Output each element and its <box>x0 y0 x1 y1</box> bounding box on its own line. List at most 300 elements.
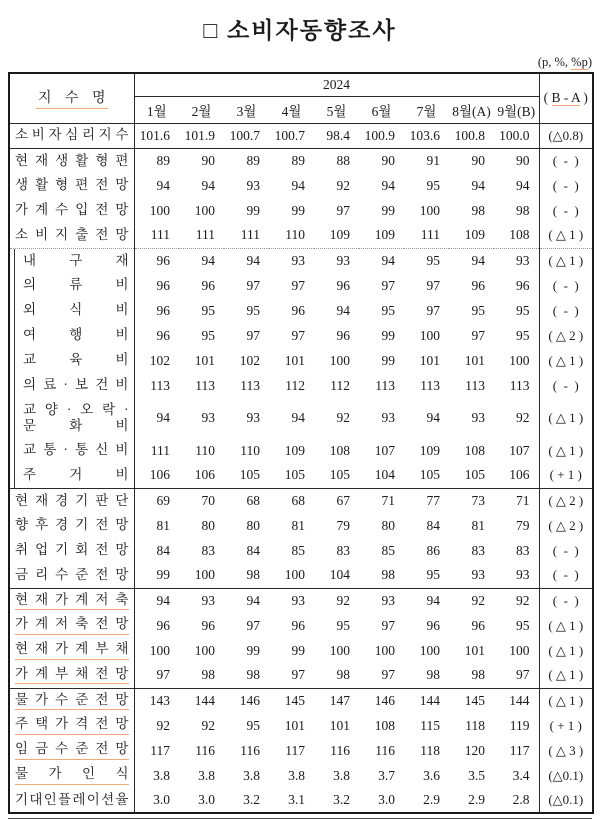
cell-value: 93 <box>359 588 404 613</box>
cell-value: 97 <box>426 302 440 318</box>
cell-value: 100 <box>149 642 170 658</box>
cell-value: 94 <box>291 177 305 193</box>
cell-diff-value: ( △ 3 ) <box>539 738 593 763</box>
header-month: 2월 <box>191 103 212 119</box>
cell-value: 100 <box>509 352 530 368</box>
unit-note-post: ) <box>587 55 592 69</box>
cell-value: 98 <box>336 667 350 683</box>
cell-value: 99 <box>381 352 395 368</box>
cell-value: 104 <box>329 567 350 583</box>
cell-value: 3.6 <box>423 767 440 783</box>
cell-value: 100 <box>149 202 170 218</box>
cell-value: 96 <box>156 617 170 633</box>
cell-value: 105 <box>329 467 350 483</box>
cell-diff-value: ( △ 1 ) <box>539 248 593 273</box>
cell-value: 71 <box>494 488 539 513</box>
cell-value: 3.8 <box>153 767 170 783</box>
header-month: 7월 <box>416 103 437 119</box>
cell-value: 113 <box>195 377 215 393</box>
cell-value: 99 <box>246 202 260 218</box>
cell-value: 115 <box>420 717 440 733</box>
cell-value: 96 <box>156 327 170 343</box>
cell-value: 104 <box>374 467 395 483</box>
cell-diff-value: ( △ 1 ) <box>539 663 593 688</box>
row-label: 여 행 비 <box>9 323 134 348</box>
cell-value: 81 <box>156 517 170 533</box>
cell-value: 108 <box>509 227 530 243</box>
cell-value: 97 <box>246 327 260 343</box>
cell-value: 105 <box>284 467 305 483</box>
cell-value: 111 <box>420 227 440 243</box>
cell-value: 108 <box>329 442 350 458</box>
cell-diff-value: ( △ 2 ) <box>539 323 593 348</box>
table-row <box>9 488 593 513</box>
cell-value: 101 <box>284 717 305 733</box>
table-row <box>9 298 593 323</box>
cell-value: 85 <box>291 542 305 558</box>
cell-diff-value: ( △ 1 ) <box>539 638 593 663</box>
row-label: 향 후 경 기 전 망 <box>9 513 134 538</box>
cell-value: 83 <box>471 542 485 558</box>
cell-value: 106 <box>194 467 215 483</box>
row-label: 내 구 재 <box>9 248 134 273</box>
cell-value: 94 <box>201 177 215 193</box>
cell-diff-value: ( △ 1 ) <box>539 223 593 248</box>
cell-value: 83 <box>201 542 215 558</box>
row-label: 가 계 수 입 전 망 <box>9 198 134 223</box>
cell-value: 99 <box>291 202 305 218</box>
header-index-name: 지 수 명 <box>9 73 134 123</box>
cell-value: 97 <box>381 667 395 683</box>
cell-value: 97 <box>381 617 395 633</box>
table-row <box>9 788 593 813</box>
row-label: 기 대 인 플 레 이 션 율 <box>9 788 134 813</box>
cell-value: 100.7 <box>269 123 314 148</box>
cell-value: 101 <box>329 717 350 733</box>
cell-value: 96 <box>156 302 170 318</box>
cell-value: 95 <box>336 617 350 633</box>
cell-value: 92 <box>156 717 170 733</box>
cell-value: 94 <box>179 248 224 273</box>
cell-value: 85 <box>381 542 395 558</box>
row-label: 현 재 가 계 저 축 <box>9 588 134 613</box>
cell-value: 103.6 <box>404 123 449 148</box>
cell-value: 101 <box>464 352 485 368</box>
table-row <box>9 273 593 298</box>
cell-value: 95 <box>516 327 530 343</box>
cell-value: 96 <box>291 302 305 318</box>
cell-value: 95 <box>516 617 530 633</box>
cell-value: 88 <box>314 148 359 173</box>
cell-value: 94 <box>156 177 170 193</box>
cell-value: 100.0 <box>494 123 539 148</box>
cell-value: 98 <box>426 667 440 683</box>
cell-value: 94 <box>291 410 305 425</box>
unit-note-pre: (p, %, <box>537 55 572 69</box>
row-label: 임 금 수 준 전 망 <box>9 738 134 763</box>
cell-value: 94 <box>134 588 179 613</box>
cell-value: 77 <box>404 488 449 513</box>
cell-value: 96 <box>201 617 215 633</box>
cell-value: 118 <box>465 717 485 733</box>
row-label: 취 업 기 회 전 망 <box>9 538 134 563</box>
table-row <box>9 148 593 173</box>
cell-value: 90 <box>449 148 494 173</box>
cell-value: 99 <box>156 567 170 583</box>
cell-value: 3.8 <box>288 767 305 783</box>
cell-value: 100 <box>419 327 440 343</box>
cell-value: 93 <box>516 567 530 583</box>
cell-value: 99 <box>381 202 395 218</box>
cell-value: 90 <box>179 148 224 173</box>
unit-note <box>8 55 592 70</box>
row-label: 교 육 비 <box>9 348 134 373</box>
row-label: 소 비 지 출 전 망 <box>9 223 134 248</box>
row-label: 물 가 인 식 <box>9 763 134 788</box>
cell-value: 3.5 <box>468 767 485 783</box>
table-row <box>9 173 593 198</box>
cell-value: 2.9 <box>468 792 485 807</box>
table-header <box>9 73 593 123</box>
cell-value: 92 <box>449 588 494 613</box>
cell-value: 96 <box>291 617 305 633</box>
cell-value: 97 <box>291 327 305 343</box>
cell-value: 100 <box>329 642 350 658</box>
cell-value: 147 <box>314 688 359 713</box>
cell-value: 94 <box>156 410 170 425</box>
cell-value: 101 <box>419 352 440 368</box>
cell-value: 113 <box>375 377 395 393</box>
cell-value: 101 <box>464 642 485 658</box>
table-row <box>9 323 593 348</box>
cell-value: 95 <box>246 302 260 318</box>
cell-value: 98 <box>246 667 260 683</box>
cell-value: 70 <box>179 488 224 513</box>
cell-value: 94 <box>471 177 485 193</box>
cell-value: 94 <box>359 248 404 273</box>
cell-value: 84 <box>246 542 260 558</box>
cell-value: 92 <box>494 588 539 613</box>
row-label: 교 통 · 통 신 비 <box>9 438 134 463</box>
table-row <box>9 438 593 463</box>
cell-value: 100 <box>194 642 215 658</box>
cell-value: 98 <box>201 667 215 683</box>
cell-value: 97 <box>246 617 260 633</box>
unit-note-underlined: %p <box>571 55 588 69</box>
cell-value: 94 <box>224 588 269 613</box>
cell-value: 108 <box>374 717 395 733</box>
cell-value: 71 <box>359 488 404 513</box>
cell-value: 95 <box>426 567 440 583</box>
cell-diff-value: ( - ) <box>539 173 593 198</box>
header-month: 1월 <box>146 103 167 119</box>
cell-value: 100 <box>374 642 395 658</box>
cell-value: 84 <box>426 517 440 533</box>
table-row <box>9 613 593 638</box>
cell-value: 94 <box>404 588 449 613</box>
cell-value: 99 <box>246 642 260 658</box>
cell-value: 113 <box>150 377 170 393</box>
table-row <box>9 198 593 223</box>
cell-value: 108 <box>464 442 485 458</box>
cell-value: 96 <box>426 617 440 633</box>
cell-value: 94 <box>426 410 440 425</box>
row-label: 주 거 비 <box>9 463 134 488</box>
cell-value: 89 <box>224 148 269 173</box>
table-row <box>9 348 593 373</box>
row-label: 생 활 형 편 전 망 <box>9 173 134 198</box>
cell-value: 92 <box>336 410 350 425</box>
header-month: 6월 <box>371 103 392 119</box>
cell-value: 67 <box>314 488 359 513</box>
cell-value: 96 <box>336 327 350 343</box>
table-body <box>9 123 593 813</box>
cell-value: 102 <box>149 352 170 368</box>
cell-value: 98 <box>516 202 530 218</box>
cell-value: 105 <box>464 467 485 483</box>
cell-value: 93 <box>246 410 260 425</box>
cell-value: 96 <box>516 277 530 293</box>
cell-value: 95 <box>201 327 215 343</box>
row-label: 물 가 수 준 전 망 <box>9 688 134 713</box>
page-title: □ 소비자동향조사 <box>203 18 397 43</box>
cell-value: 68 <box>269 488 314 513</box>
cell-value: 146 <box>224 688 269 713</box>
cell-value: 100 <box>284 567 305 583</box>
cell-value: 117 <box>285 742 305 758</box>
table-row <box>9 663 593 688</box>
cell-value: 95 <box>381 302 395 318</box>
cell-diff-value: ( + 1 ) <box>539 713 593 738</box>
cell-value: 69 <box>134 488 179 513</box>
cell-value: 109 <box>464 227 485 243</box>
cell-diff-value: (△0.1) <box>539 788 593 813</box>
cell-diff-value: ( - ) <box>539 588 593 613</box>
cell-value: 98 <box>471 667 485 683</box>
table-row <box>9 373 593 398</box>
cell-value: 109 <box>374 227 395 243</box>
cell-value: 80 <box>246 517 260 533</box>
cell-value: 94 <box>381 177 395 193</box>
cell-value: 97 <box>381 277 395 293</box>
cell-value: 3.8 <box>243 767 260 783</box>
cell-value: 100.8 <box>449 123 494 148</box>
cell-value: 118 <box>420 742 440 758</box>
cell-value: 95 <box>426 177 440 193</box>
cell-value: 117 <box>509 742 530 758</box>
cell-value: 98.4 <box>314 123 359 148</box>
cell-value: 97 <box>471 327 485 343</box>
cell-value: 110 <box>285 227 305 243</box>
cell-value: 93 <box>179 588 224 613</box>
cell-value: 92 <box>516 410 530 425</box>
cell-value: 111 <box>150 227 170 243</box>
cell-value: 3.1 <box>288 792 305 807</box>
cell-value: 101.9 <box>179 123 224 148</box>
cell-value: 100 <box>194 202 215 218</box>
cell-value: 96 <box>336 277 350 293</box>
cell-diff-value: ( - ) <box>539 373 593 398</box>
cell-value: 91 <box>404 148 449 173</box>
table-row <box>9 398 593 438</box>
cell-value: 93 <box>314 248 359 273</box>
cell-value: 3.2 <box>243 792 260 807</box>
cell-value: 93 <box>201 410 215 425</box>
cell-value: 146 <box>359 688 404 713</box>
cell-value: 93 <box>471 567 485 583</box>
cell-value: 98 <box>246 567 260 583</box>
cell-value: 106 <box>509 467 530 483</box>
header-diff <box>539 73 593 123</box>
cell-value: 93 <box>269 248 314 273</box>
cell-value: 2.8 <box>512 792 530 807</box>
cell-value: 101 <box>194 352 215 368</box>
cell-value: 3.0 <box>378 792 395 807</box>
cell-value: 80 <box>201 517 215 533</box>
cell-value: 95 <box>246 717 260 733</box>
cell-value: 89 <box>269 148 314 173</box>
cell-value: 100 <box>419 202 440 218</box>
cell-value: 92 <box>201 717 215 733</box>
row-label: 주 택 가 격 전 망 <box>9 713 134 738</box>
cell-value: 100 <box>329 352 350 368</box>
cell-value: 111 <box>150 442 170 458</box>
cell-value: 98 <box>381 567 395 583</box>
row-label: 가 계 저 축 전 망 <box>9 613 134 638</box>
cell-value: 113 <box>509 377 530 393</box>
cell-value: 79 <box>516 517 530 533</box>
cell-value: 79 <box>336 517 350 533</box>
cell-value: 96 <box>134 248 179 273</box>
table-row <box>9 688 593 713</box>
cell-value: 95 <box>404 248 449 273</box>
cell-value: 93 <box>246 177 260 193</box>
row-label: 금 리 수 준 전 망 <box>9 563 134 588</box>
cell-value: 89 <box>134 148 179 173</box>
cell-value: 117 <box>150 742 170 758</box>
cell-diff-value: ( - ) <box>539 538 593 563</box>
table-row <box>9 738 593 763</box>
cell-diff-value: ( + 1 ) <box>539 463 593 488</box>
cell-value: 2.9 <box>423 792 440 807</box>
cell-value: 96 <box>156 277 170 293</box>
cell-value: 93 <box>269 588 314 613</box>
table-row <box>9 713 593 738</box>
header-month: 3월 <box>236 103 257 119</box>
cell-value: 95 <box>471 302 485 318</box>
cell-value: 116 <box>375 742 395 758</box>
cell-value: 3.8 <box>333 767 350 783</box>
cell-value: 99 <box>381 327 395 343</box>
cell-value: 120 <box>464 742 485 758</box>
cell-value: 97 <box>156 667 170 683</box>
cell-value: 68 <box>224 488 269 513</box>
cell-value: 144 <box>404 688 449 713</box>
cell-value: 81 <box>291 517 305 533</box>
cell-value: 94 <box>449 248 494 273</box>
row-label: 의 료 · 보 건 비 <box>9 373 134 398</box>
cell-value: 110 <box>195 442 215 458</box>
cell-value: 73 <box>449 488 494 513</box>
cell-value: 113 <box>240 377 260 393</box>
cell-value: 107 <box>509 442 530 458</box>
cell-diff-value: ( - ) <box>539 298 593 323</box>
table-row <box>9 588 593 613</box>
cell-value: 96 <box>471 617 485 633</box>
cell-value: 100.7 <box>224 123 269 148</box>
cell-value: 97 <box>516 667 530 683</box>
cell-value: 95 <box>201 302 215 318</box>
row-label: 교 양 · 오 락 · 문 화 비 <box>9 398 134 438</box>
header-diff-post: ) <box>580 90 588 106</box>
cell-value: 83 <box>336 542 350 558</box>
cell-diff-value: ( - ) <box>539 563 593 588</box>
table-row <box>9 463 593 488</box>
cell-diff-value: ( △ 1 ) <box>539 688 593 713</box>
cell-value: 81 <box>471 517 485 533</box>
survey-table <box>8 72 594 814</box>
cell-value: 113 <box>465 377 485 393</box>
cell-value: 100 <box>194 567 215 583</box>
row-label: 의 류 비 <box>9 273 134 298</box>
cell-diff-value: (△0.1) <box>539 763 593 788</box>
header-month: 8월(A) <box>452 103 491 119</box>
cell-diff-value: ( - ) <box>539 148 593 173</box>
cell-value: 100 <box>419 642 440 658</box>
cell-value: 93 <box>471 410 485 425</box>
row-label: 외 식 비 <box>9 298 134 323</box>
cell-diff-value: ( △ 1 ) <box>539 613 593 638</box>
cell-value: 80 <box>381 517 395 533</box>
header-diff-underlined: B - A <box>551 90 581 106</box>
cell-value: 84 <box>156 542 170 558</box>
cell-value: 105 <box>419 467 440 483</box>
cell-diff-value: ( △ 1 ) <box>539 348 593 373</box>
cell-value: 3.2 <box>333 792 350 807</box>
cell-value: 113 <box>420 377 440 393</box>
row-label: 현 재 생 활 형 편 <box>9 148 134 173</box>
header-month: 9월(B) <box>497 103 536 119</box>
cell-value: 109 <box>419 442 440 458</box>
table-row <box>9 248 593 273</box>
cell-value: 99 <box>291 642 305 658</box>
cell-value: 107 <box>374 442 395 458</box>
cell-value: 94 <box>336 302 350 318</box>
cell-diff-value: ( △ 1 ) <box>539 438 593 463</box>
cell-value: 90 <box>494 148 539 173</box>
table-row <box>9 538 593 563</box>
cell-value: 3.7 <box>378 767 395 783</box>
cell-value: 100.9 <box>359 123 404 148</box>
cell-value: 97 <box>336 202 350 218</box>
cell-value: 144 <box>494 688 539 713</box>
cell-value: 93 <box>381 410 395 425</box>
cell-value: 101 <box>284 352 305 368</box>
table-row <box>9 563 593 588</box>
cell-value: 97 <box>426 277 440 293</box>
cell-value: 112 <box>330 377 350 393</box>
row-label: 현 재 가 계 부 채 <box>9 638 134 663</box>
header-diff-pre: ( <box>543 90 552 106</box>
cell-value: 116 <box>195 742 215 758</box>
cell-value: 144 <box>179 688 224 713</box>
header-month: 4월 <box>281 103 302 119</box>
cell-value: 101.6 <box>134 123 179 148</box>
cell-value: 90 <box>359 148 404 173</box>
cell-value: 92 <box>314 588 359 613</box>
cell-value: 3.0 <box>153 792 170 807</box>
cell-value: 110 <box>240 442 260 458</box>
